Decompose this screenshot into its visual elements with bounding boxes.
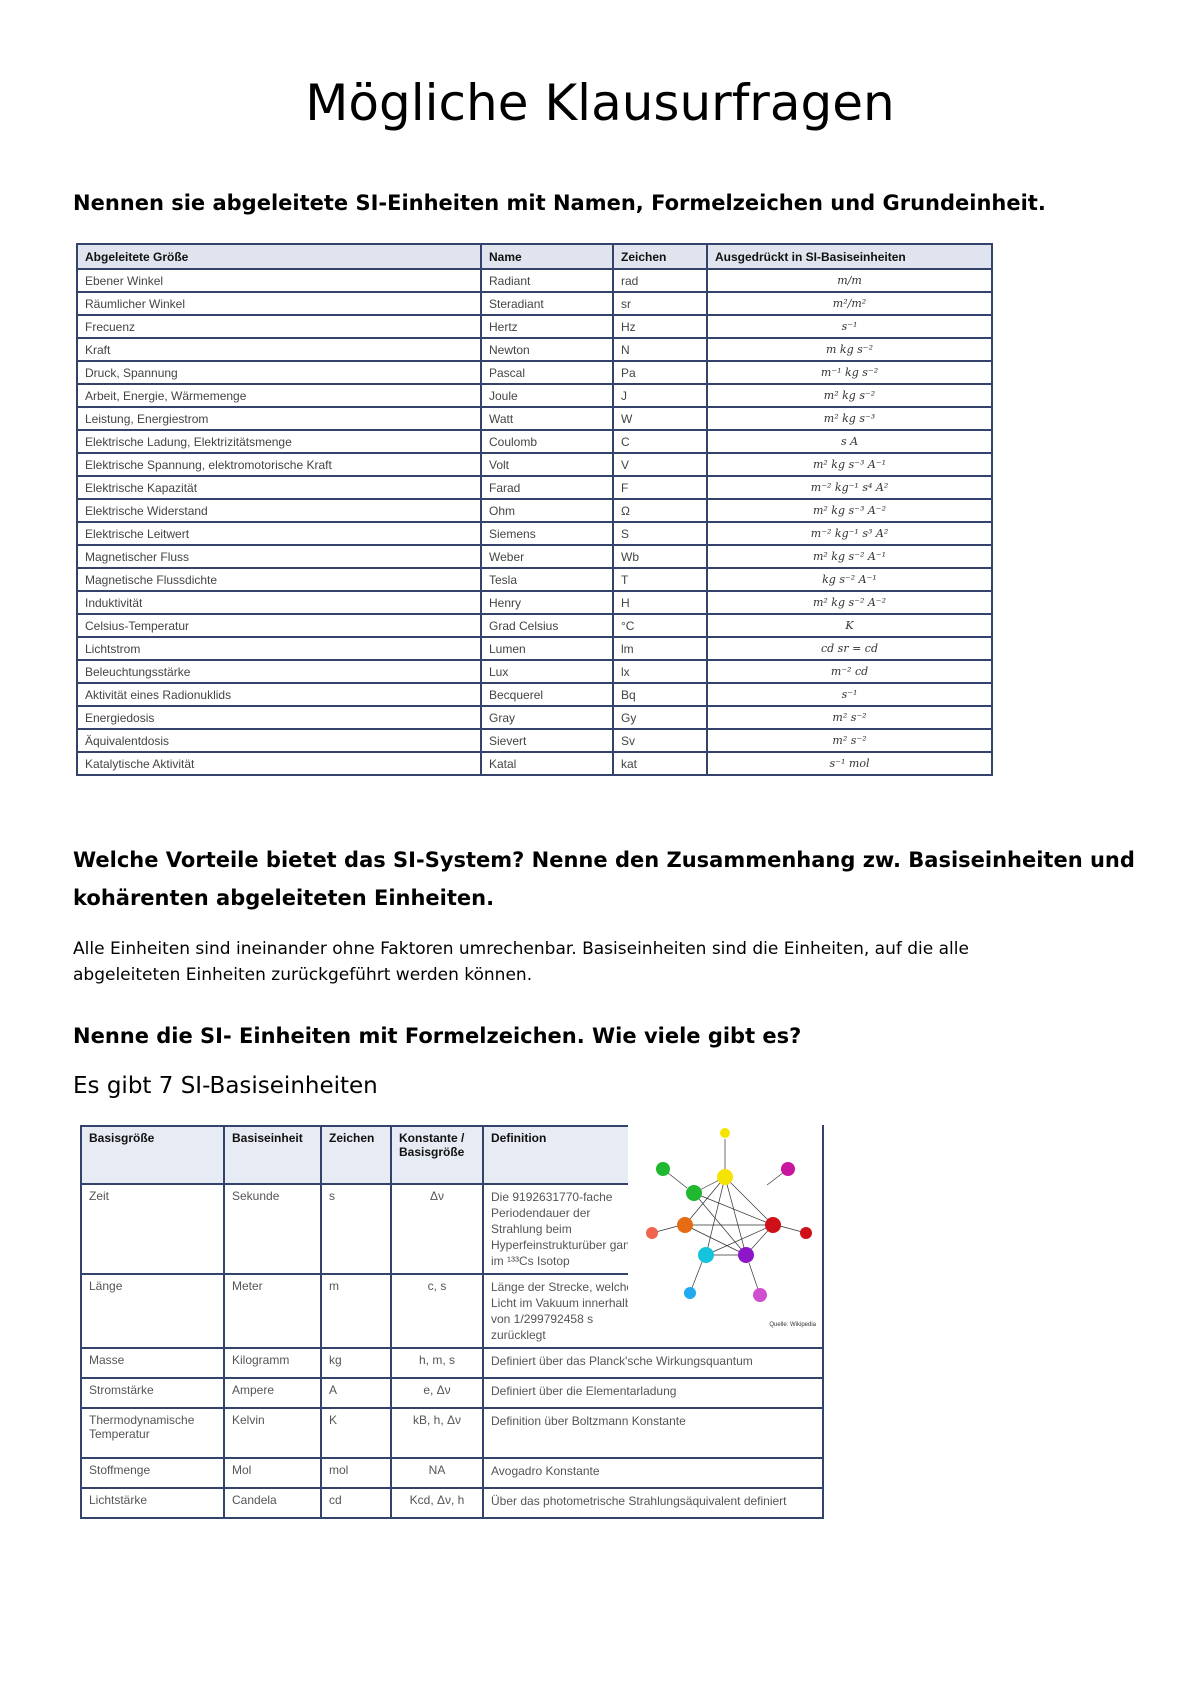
base-expression-cell: m² kg s⁻²	[707, 384, 992, 407]
unit-name-cell: Becquerel	[481, 683, 613, 706]
unit-name-cell: Katal	[481, 752, 613, 775]
base-expression-cell: m⁻² kg⁻¹ s³ A²	[707, 522, 992, 545]
unit-name-cell: Lumen	[481, 637, 613, 660]
base-expression-cell: m⁻¹ kg s⁻²	[707, 361, 992, 384]
symbol-cell: F	[613, 476, 707, 499]
base-expression-cell: m²/m²	[707, 292, 992, 315]
unit-name-cell: Henry	[481, 591, 613, 614]
base-expression-cell: cd sr = cd	[707, 637, 992, 660]
diagram-node	[781, 1162, 795, 1176]
constant-cell: kB, h, Δν	[391, 1408, 483, 1458]
symbol-cell: H	[613, 591, 707, 614]
table-row	[81, 1488, 823, 1518]
diagram-node	[656, 1162, 670, 1176]
base-unit-cell: Kilogramm	[224, 1348, 321, 1378]
base-expression-cell: s A	[707, 430, 992, 453]
definition-cell: Definiert über die Elementarladung	[483, 1378, 823, 1408]
unit-name-cell: Watt	[481, 407, 613, 430]
question-si-base-units: Nenne die SI- Einheiten mit Formelzeichen. Wie viele gibt es?	[73, 1024, 802, 1048]
table-row	[81, 1378, 823, 1408]
base-unit-cell: Kelvin	[224, 1408, 321, 1458]
column-header: Zeichen	[321, 1126, 391, 1184]
table-row	[77, 476, 992, 499]
base-expression-cell: m² kg s⁻² A⁻²	[707, 591, 992, 614]
symbol-cell: Bq	[613, 683, 707, 706]
base-expression-cell: K	[707, 614, 992, 637]
definition-cell: Die 9192631770-fache Periodendauer der Strahlung beim Hyperfeinstrukturüber gang im ¹³³Cs Isotop	[483, 1184, 823, 1274]
diagram-nodes	[646, 1128, 812, 1302]
table-row	[77, 292, 992, 315]
definition-cell: Definition über Boltzmann Konstante	[483, 1408, 823, 1458]
unit-name-cell: Tesla	[481, 568, 613, 591]
quantity-cell: Arbeit, Energie, Wärmemenge	[77, 384, 481, 407]
base-expression-cell: m kg s⁻²	[707, 338, 992, 361]
base-expression-cell: m² s⁻²	[707, 706, 992, 729]
page-title: Mögliche Klausurfragen	[305, 74, 895, 132]
symbol-cell: N	[613, 338, 707, 361]
base-symbol-cell: m	[321, 1274, 391, 1348]
unit-name-cell: Joule	[481, 384, 613, 407]
base-unit-cell: Candela	[224, 1488, 321, 1518]
base-quantity-cell: Masse	[81, 1348, 224, 1378]
quantity-cell: Aktivität eines Radionuklids	[77, 683, 481, 706]
symbol-cell: lx	[613, 660, 707, 683]
answer-base-unit-count: Es gibt 7 SI-Basiseinheiten	[73, 1073, 378, 1099]
base-quantity-cell: Thermodynamische Temperatur	[81, 1408, 224, 1458]
quantity-cell: Elektrische Leitwert	[77, 522, 481, 545]
constant-cell: h, m, s	[391, 1348, 483, 1378]
symbol-cell: Wb	[613, 545, 707, 568]
base-expression-cell: m⁻² cd	[707, 660, 992, 683]
base-symbol-cell: cd	[321, 1488, 391, 1518]
unit-name-cell: Weber	[481, 545, 613, 568]
si-base-units-diagram	[628, 1125, 822, 1331]
definition-cell: Über das photometrische Strahlungsäquivalent definiert	[483, 1488, 823, 1518]
quantity-cell: Elektrische Kapazität	[77, 476, 481, 499]
constant-cell: c, s	[391, 1274, 483, 1348]
base-expression-cell: m⁻² kg⁻¹ s⁴ A²	[707, 476, 992, 499]
unit-name-cell: Radiant	[481, 269, 613, 292]
unit-name-cell: Hertz	[481, 315, 613, 338]
unit-name-cell: Steradiant	[481, 292, 613, 315]
quantity-cell: Celsius-Temperatur	[77, 614, 481, 637]
base-expression-cell: s⁻¹	[707, 315, 992, 338]
symbol-cell: sr	[613, 292, 707, 315]
table-row	[77, 545, 992, 568]
column-header: Basiseinheit	[224, 1126, 321, 1184]
base-quantity-cell: Lichtstärke	[81, 1488, 224, 1518]
quantity-cell: Äquivalentdosis	[77, 729, 481, 752]
constant-cell: e, Δν	[391, 1378, 483, 1408]
column-header: Zeichen	[613, 244, 707, 269]
table-row	[77, 338, 992, 361]
base-expression-cell: m² kg s⁻² A⁻¹	[707, 545, 992, 568]
column-header: Konstante / Basisgröße	[391, 1126, 483, 1184]
question-si-advantages: Welche Vorteile bietet das SI-System? Nenne den Zusammenhang zw. Basiseinheiten und kohärenten abgeleiteten Einheiten.	[73, 848, 1135, 910]
definition-cell: Avogadro Konstante	[483, 1458, 823, 1488]
table-row	[81, 1348, 823, 1378]
base-symbol-cell: A	[321, 1378, 391, 1408]
quantity-cell: Magnetischer Fluss	[77, 545, 481, 568]
quantity-cell: Druck, Spannung	[77, 361, 481, 384]
symbol-cell: Sv	[613, 729, 707, 752]
diagram-node	[677, 1217, 693, 1233]
symbol-cell: Ω	[613, 499, 707, 522]
answer-si-advantages-line-1: Alle Einheiten sind ineinander ohne Faktoren umrechenbar. Basiseinheiten sind die Einheiten, auf die alle	[73, 939, 969, 959]
symbol-cell: lm	[613, 637, 707, 660]
unit-name-cell: Volt	[481, 453, 613, 476]
symbol-cell: W	[613, 407, 707, 430]
table-row	[77, 752, 992, 775]
constant-cell: NA	[391, 1458, 483, 1488]
derived-units-body	[77, 269, 992, 775]
base-quantity-cell: Zeit	[81, 1184, 224, 1274]
column-header: Name	[481, 244, 613, 269]
base-unit-cell: Sekunde	[224, 1184, 321, 1274]
quantity-cell: Lichtstrom	[77, 637, 481, 660]
diagram-edges	[652, 1139, 806, 1295]
quantity-cell: Ebener Winkel	[77, 269, 481, 292]
diagram-node	[738, 1247, 754, 1263]
unit-name-cell: Ohm	[481, 499, 613, 522]
symbol-cell: Pa	[613, 361, 707, 384]
symbol-cell: °C	[613, 614, 707, 637]
table-row	[77, 591, 992, 614]
table-row	[81, 1408, 823, 1458]
symbol-cell: J	[613, 384, 707, 407]
table-row	[77, 729, 992, 752]
table-row	[77, 430, 992, 453]
diagram-node	[765, 1217, 781, 1233]
quantity-cell: Kraft	[77, 338, 481, 361]
base-expression-cell: m² kg s⁻³ A⁻¹	[707, 453, 992, 476]
table-row	[77, 407, 992, 430]
quantity-cell: Elektrische Spannung, elektromotorische Kraft	[77, 453, 481, 476]
base-quantity-cell: Stromstärke	[81, 1378, 224, 1408]
table-row	[77, 499, 992, 522]
quantity-cell: Katalytische Aktivität	[77, 752, 481, 775]
quantity-cell: Leistung, Energiestrom	[77, 407, 481, 430]
unit-name-cell: Sievert	[481, 729, 613, 752]
definition-cell: Länge der Strecke, welche Licht im Vakuum innerhalb von 1/299792458 s zurücklegt	[483, 1274, 823, 1348]
table-row	[77, 637, 992, 660]
table-row	[77, 706, 992, 729]
table-row	[77, 361, 992, 384]
diagram-node	[684, 1287, 696, 1299]
diagram-node	[686, 1185, 702, 1201]
symbol-cell: rad	[613, 269, 707, 292]
unit-name-cell: Grad Celsius	[481, 614, 613, 637]
table-row	[77, 269, 992, 292]
base-symbol-cell: s	[321, 1184, 391, 1274]
symbol-cell: T	[613, 568, 707, 591]
unit-name-cell: Coulomb	[481, 430, 613, 453]
diagram-node	[717, 1169, 733, 1185]
symbol-cell: S	[613, 522, 707, 545]
unit-name-cell: Siemens	[481, 522, 613, 545]
unit-name-cell: Newton	[481, 338, 613, 361]
base-expression-cell: s⁻¹ mol	[707, 752, 992, 775]
table-row	[77, 384, 992, 407]
base-quantity-cell: Länge	[81, 1274, 224, 1348]
quantity-cell: Frecuenz	[77, 315, 481, 338]
unit-name-cell: Gray	[481, 706, 613, 729]
table-row	[77, 683, 992, 706]
column-header: Ausgedrückt in SI-Basiseinheiten	[707, 244, 992, 269]
column-header: Definition	[483, 1126, 823, 1184]
base-symbol-cell: kg	[321, 1348, 391, 1378]
base-symbol-cell: K	[321, 1408, 391, 1458]
base-unit-cell: Ampere	[224, 1378, 321, 1408]
base-expression-cell: m/m	[707, 269, 992, 292]
table-row	[77, 660, 992, 683]
symbol-cell: C	[613, 430, 707, 453]
quantity-cell: Elektrische Widerstand	[77, 499, 481, 522]
diagram-credit: Quelle: Wikipedia	[769, 1322, 816, 1328]
constant-cell: Kcd, Δν, h	[391, 1488, 483, 1518]
diagram-node	[698, 1247, 714, 1263]
table-row	[77, 568, 992, 591]
table-header-row	[77, 244, 992, 269]
quantity-cell: Induktivität	[77, 591, 481, 614]
base-expression-cell: kg s⁻² A⁻¹	[707, 568, 992, 591]
base-expression-cell: m² kg s⁻³ A⁻²	[707, 499, 992, 522]
symbol-cell: Hz	[613, 315, 707, 338]
base-expression-cell: m² kg s⁻³	[707, 407, 992, 430]
base-unit-cell: Mol	[224, 1458, 321, 1488]
base-unit-cell: Meter	[224, 1274, 321, 1348]
base-units-section	[80, 1125, 822, 1520]
constant-cell: Δν	[391, 1184, 483, 1274]
table-row	[77, 453, 992, 476]
base-symbol-cell: mol	[321, 1458, 391, 1488]
unit-name-cell: Pascal	[481, 361, 613, 384]
diagram-node	[800, 1227, 812, 1239]
quantity-cell: Magnetische Flussdichte	[77, 568, 481, 591]
table-row	[77, 614, 992, 637]
unit-name-cell: Farad	[481, 476, 613, 499]
unit-name-cell: Lux	[481, 660, 613, 683]
quantity-cell: Energiedosis	[77, 706, 481, 729]
column-header: Abgeleitete Größe	[77, 244, 481, 269]
quantity-cell: Räumlicher Winkel	[77, 292, 481, 315]
base-expression-cell: s⁻¹	[707, 683, 992, 706]
symbol-cell: kat	[613, 752, 707, 775]
table-row	[77, 315, 992, 338]
diagram-node	[646, 1227, 658, 1239]
question-derived-units: Nennen sie abgeleitete SI-Einheiten mit Namen, Formelzeichen und Grundeinheit.	[73, 191, 1046, 215]
definition-cell: Definiert über das Planck'sche Wirkungsquantum	[483, 1348, 823, 1378]
base-quantity-cell: Stoffmenge	[81, 1458, 224, 1488]
diagram-node	[720, 1128, 730, 1138]
table-row	[77, 522, 992, 545]
answer-si-advantages-line-2: abgeleiteten Einheiten zurückgeführt werden können.	[73, 965, 533, 985]
quantity-cell: Beleuchtungsstärke	[77, 660, 481, 683]
column-header: Basisgröße	[81, 1126, 224, 1184]
table-row	[81, 1458, 823, 1488]
quantity-cell: Elektrische Ladung, Elektrizitätsmenge	[77, 430, 481, 453]
derived-units-table	[76, 243, 993, 776]
symbol-cell: V	[613, 453, 707, 476]
symbol-cell: Gy	[613, 706, 707, 729]
base-expression-cell: m² s⁻²	[707, 729, 992, 752]
diagram-node	[753, 1288, 767, 1302]
